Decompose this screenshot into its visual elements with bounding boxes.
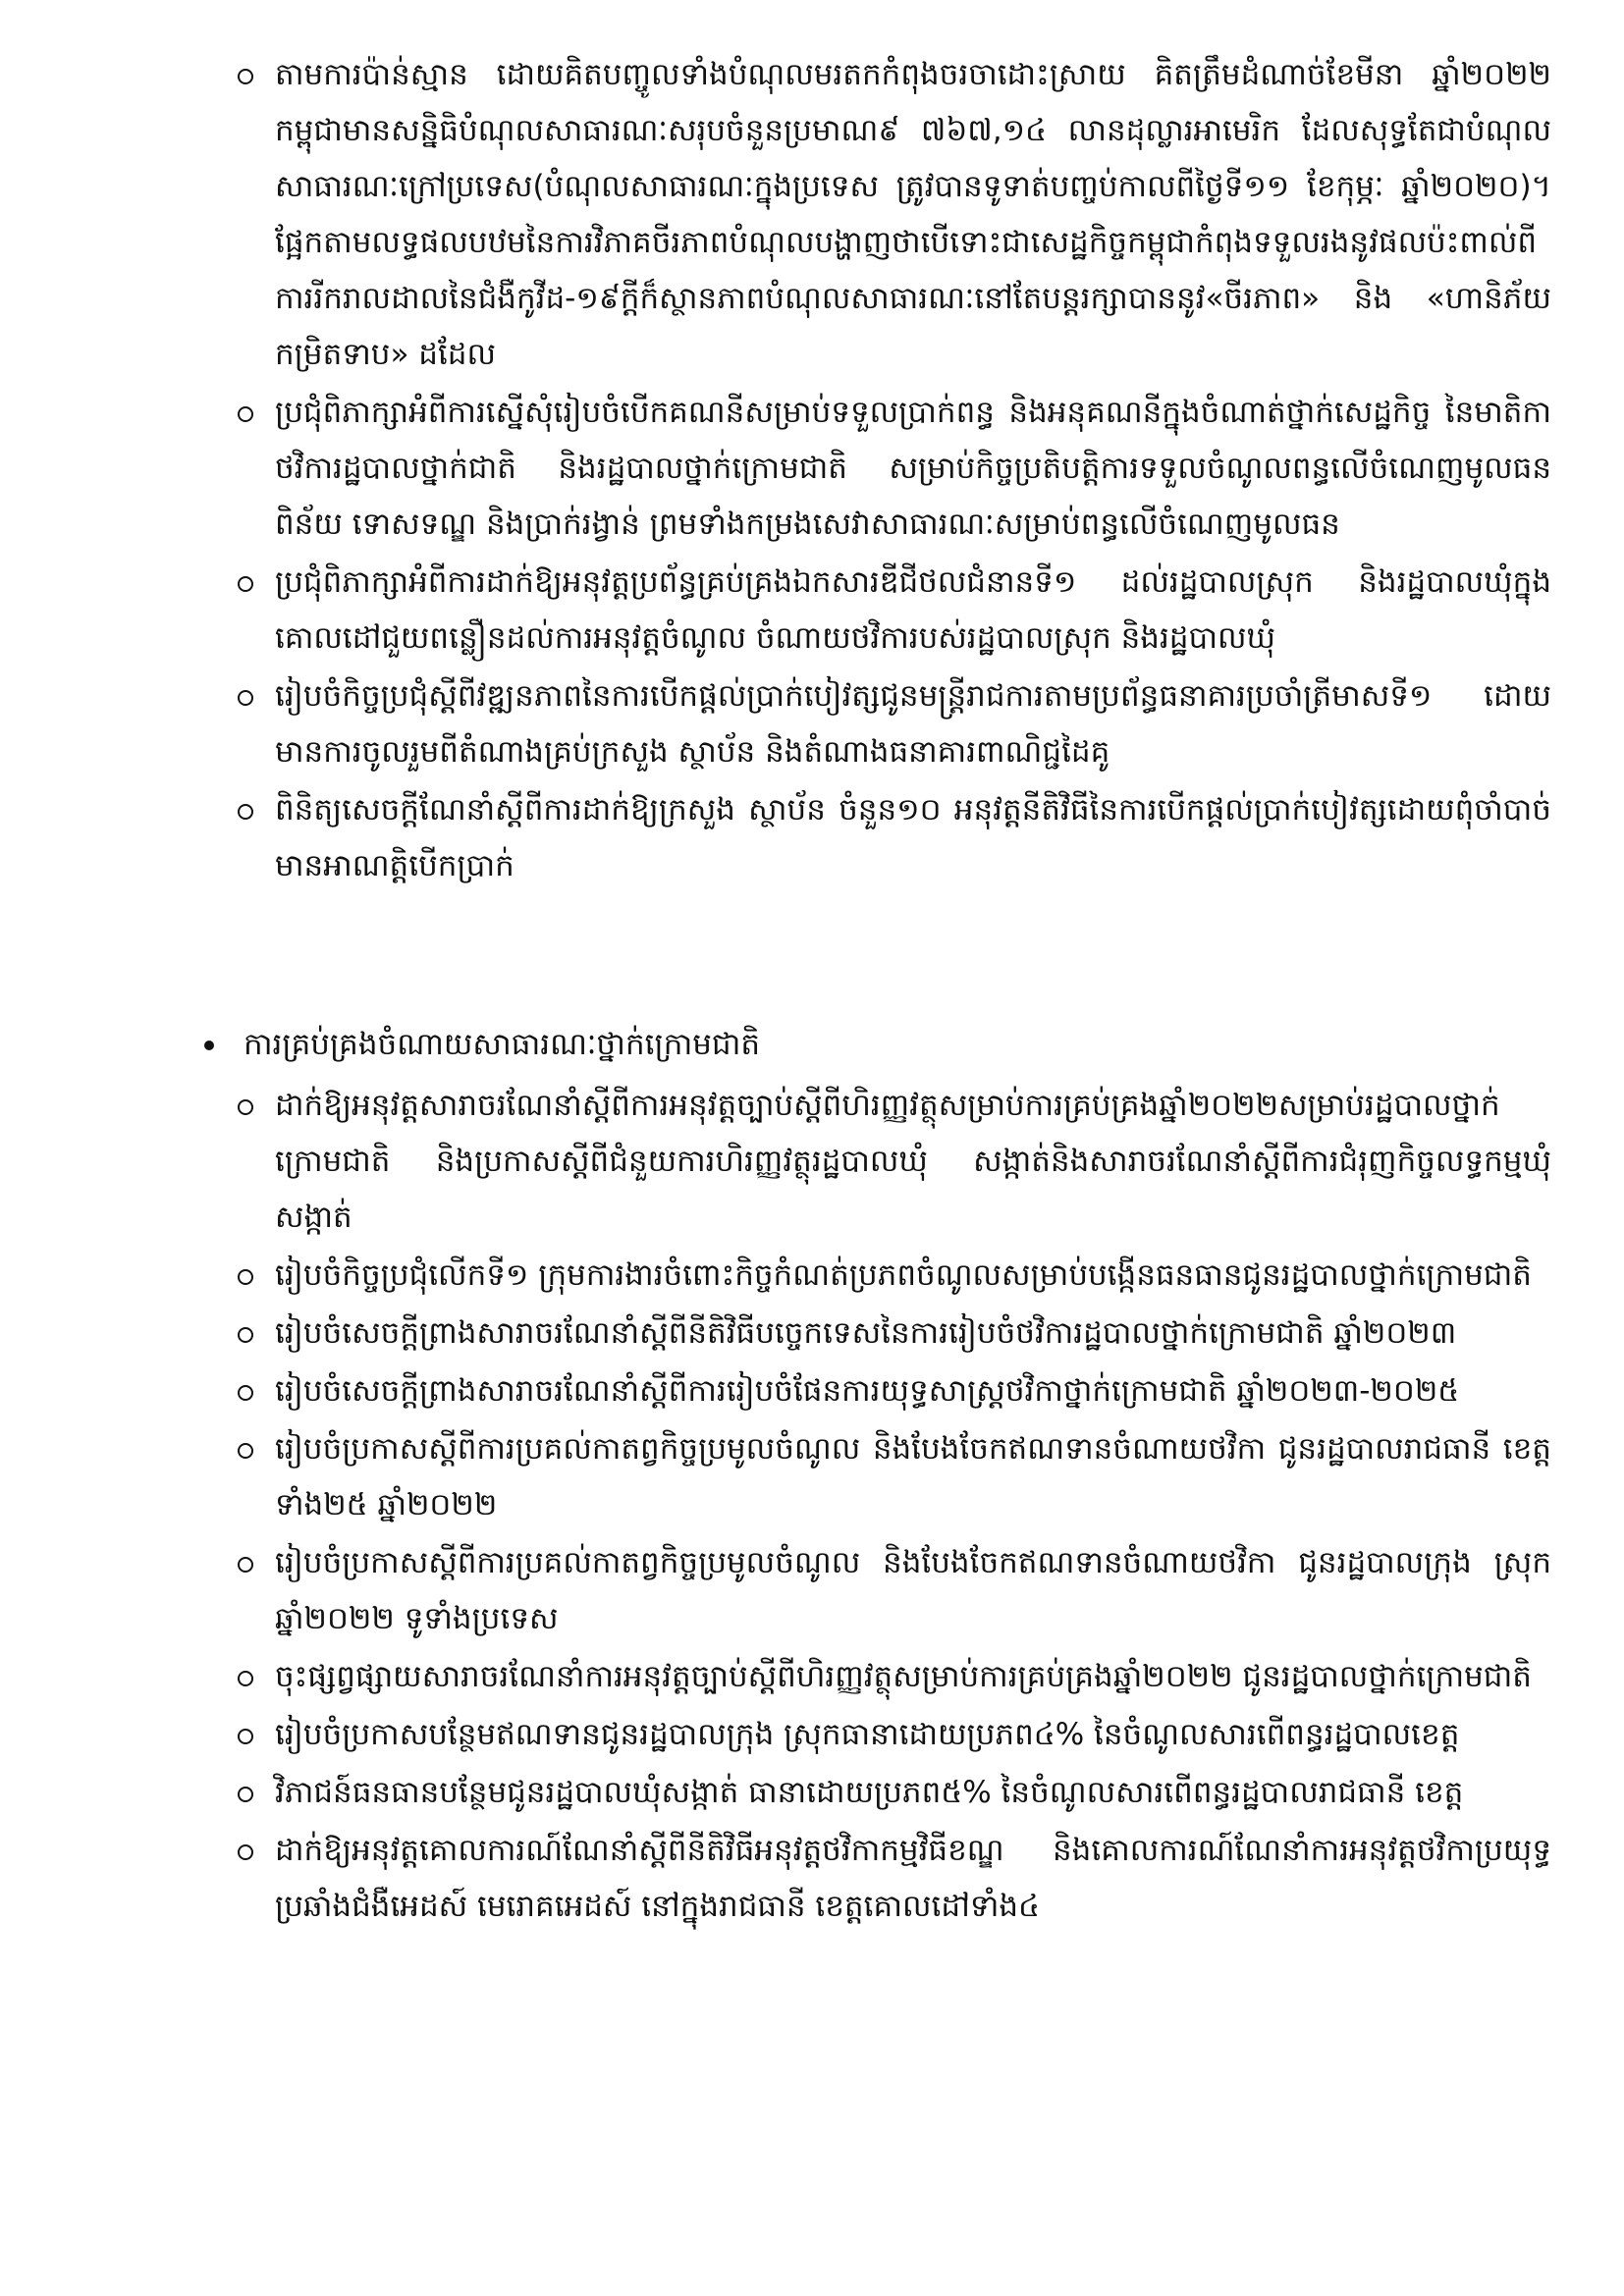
section1-list — [275, 47, 1551, 896]
section-heading — [214, 1017, 1549, 1073]
list-item: ប្រជុំពិភាក្សាអំពីការដាក់ឱ្យអនុវត្តប្រព័ន្ធគ្រប់គ្រងឯកសារឌីជីថលជំនានទី១ ដល់រដ្ឋបាលស្រុក និងរដ្ឋបាលឃុំក្នុងគោលដៅជួយពន្លឿនដល់ការអនុវត្តចំណូល ចំណាយថវិការបស់រដ្ឋបាលស្រុក និងរដ្ឋបាលឃុំ — [275, 555, 1551, 667]
list-item: ពិនិត្យសេចក្ដីណែនាំស្ដីពីការដាក់ឱ្យក្រសួង ស្ថាប័ន ចំនួន១០ អនុវត្តនីតិវិធីនៃការបើកផ្ដល់ប្រាក់បៀវត្សដោយពុំចាំបាច់មានអាណត្តិបើកប្រាក់ — [275, 782, 1551, 894]
list-item: រៀបចំប្រកាសស្ដីពីការប្រគល់កាតព្វកិច្ចប្រមូលចំណូល និងបែងចែកឥណទានចំណាយថវិកា ជូនរដ្ឋបាលរាជធានី ខេត្តទាំង២៥ ឆ្នាំ២០២២ — [275, 1421, 1551, 1533]
list-item: រៀបចំសេចក្ដីព្រាងសារាចរណែនាំស្ដីពីការរៀបចំផែនការយុទ្ធសាស្ត្រថវិកាថ្នាក់ក្រោមជាតិ ឆ្នាំ២០២៣-២០២៥ — [275, 1363, 1551, 1419]
list-item: រៀបចំប្រកាសស្ដីពីការប្រគល់កាតព្វកិច្ចប្រមូលចំណូល និងបែងចែកឥណទានចំណាយថវិកា ជូនរដ្ឋបាលក្រុង ស្រុក ឆ្នាំ២០២២ ទូទាំងប្រទេស — [275, 1535, 1551, 1647]
list-item: រៀបចំសេចក្ដីព្រាងសារាចរណែនាំស្ដីពីនីតិវិធីបច្ចេកទេសនៃការរៀបចំថវិការដ្ឋបាលថ្នាក់ក្រោមជាតិ ឆ្នាំ២០២៣ — [275, 1306, 1551, 1362]
section-heading-text: ការគ្រប់គ្រងចំណាយសាធារណៈថ្នាក់ក្រោមជាតិ — [244, 1027, 761, 1062]
list-item: តាមការប៉ាន់ស្មាន ដោយគិតបញ្ចូលទាំងបំណុលមរតកកំពុងចរចាដោះស្រាយ គិតត្រឹមដំណាច់ខែមីនា ឆ្នាំ២០២២ កម្ពុជាមានសន្និធិបំណុលសាធារណៈសរុបចំនួនប្រមាណ៩ ៧៦៧,១៤ លានដុល្លារអាមេរិក ដែលសុទ្ធតែជាបំណុលសាធារណៈក្រៅប្រទេស(បំណុលសាធារណៈក្នុងប្រទេស ត្រូវបានទូទាត់បញ្ចប់កាលពីថ្ងៃទី១១ ខែកុម្ភៈ ឆ្នាំ២០២០)។ ផ្អែកតាមលទ្ធផលបឋមនៃការវិភាគចីរភាពបំណុលបង្ហាញថាបើទោះជាសេដ្ឋកិច្ចកម្ពុជាកំពុងទទួលរងនូវផលប៉ះពាល់ពីការរីករាលដាលនៃជំងឺកូវីដ-១៩ក្ដីក៏ស្ថានភាពបំណុលសាធារណៈនៅតែបន្តរក្សាបាននូវ«ចីរភាព» និង «ហានិភ័យកម្រិតទាប» ដដែល — [275, 47, 1551, 383]
list-item: ដាក់ឱ្យអនុវត្តគោលការណ៍ណែនាំស្ដីពីនីតិវិធីអនុវត្តថវិកាកម្មវិធីខណ្ឌ និងគោលការណ៍ណែនាំការអនុវត្តថវិកាប្រយុទ្ធប្រឆាំងជំងឺអេដស៍ មេរោគអេដស៍ នៅក្នុងរាជធានី ខេត្តគោលដៅទាំង៤ — [275, 1823, 1551, 1935]
list-item: រៀបចំកិច្ចប្រជុំលើកទី១ ក្រុមការងារចំពោះកិច្ចកំណត់ប្រភពចំណូលសម្រាប់បង្កើនធនធានជូនរដ្ឋបាលថ្នាក់ក្រោមជាតិ — [275, 1248, 1551, 1304]
section2-list — [275, 1078, 1551, 1937]
list-item: ប្រជុំពិភាក្សាអំពីការស្នើសុំរៀបចំបើកគណនីសម្រាប់ទទួលប្រាក់ពន្ធ និងអនុគណនីក្នុងចំណាត់ថ្នាក់សេដ្ឋកិច្ច នៃមាតិកាថវិការដ្ឋបាលថ្នាក់ជាតិ និងរដ្ឋបាលថ្នាក់ក្រោមជាតិ សម្រាប់កិច្ចប្រតិបត្តិការទទួលចំណូលពន្ធលើចំណេញមូលធន ពិន័យ ទោសទណ្ឌ និងប្រាក់រង្វាន់ ព្រមទាំងកម្រងសេវាសាធារណៈសម្រាប់ពន្ធលើចំណេញមូលធន — [275, 385, 1551, 553]
list-item: រៀបចំប្រកាសបន្ថែមឥណទានជូនរដ្ឋបាលក្រុង ស្រុកធានាដោយប្រភព៤% នៃចំណូលសារពើពន្ធរដ្ឋបាលខេត្ត — [275, 1707, 1551, 1763]
list-item: រៀបចំកិច្ចប្រជុំស្ដីពីវឌ្ឍនភាពនៃការបើកផ្ដល់ប្រាក់បៀវត្សជូនមន្ត្រីរាជការតាមប្រព័ន្ធធនាគារប្រចាំត្រីមាសទី១ ដោយមានការចូលរួមពីតំណាងគ្រប់ក្រសួង ស្ថាប័ន និងតំណាងធនាគារពាណិជ្ជដៃគូ — [275, 668, 1551, 780]
list-item: ដាក់ឱ្យអនុវត្តសារាចរណែនាំស្ដីពីការអនុវត្តច្បាប់ស្ដីពីហិរញ្ញវត្ថុសម្រាប់ការគ្រប់គ្រងឆ្នាំ២០២២សម្រាប់រដ្ឋបាលថ្នាក់ក្រោមជាតិ និងប្រកាសស្ដីពីជំនួយការហិរញ្ញវត្ថុរដ្ឋបាលឃុំ សង្កាត់និងសារាចរណែនាំស្ដីពីការជំរុញកិច្ចលទ្ធកម្មឃុំសង្កាត់ — [275, 1078, 1551, 1246]
list-item: វិភាជន៍ធនធានបន្ថែមជូនរដ្ឋបាលឃុំសង្កាត់ ធានាដោយប្រភព៥% នៃចំណូលសារពើពន្ធរដ្ឋបាលរាជធានី ខេត្ត — [275, 1765, 1551, 1821]
list-item: ចុះផ្សព្វផ្សាយសារាចរណែនាំការអនុវត្តច្បាប់ស្ដីពីហិរញ្ញវត្ថុសម្រាប់ការគ្រប់គ្រងឆ្នាំ២០២២ ជូនរដ្ឋបាលថ្នាក់ក្រោមជាតិ — [275, 1649, 1551, 1705]
